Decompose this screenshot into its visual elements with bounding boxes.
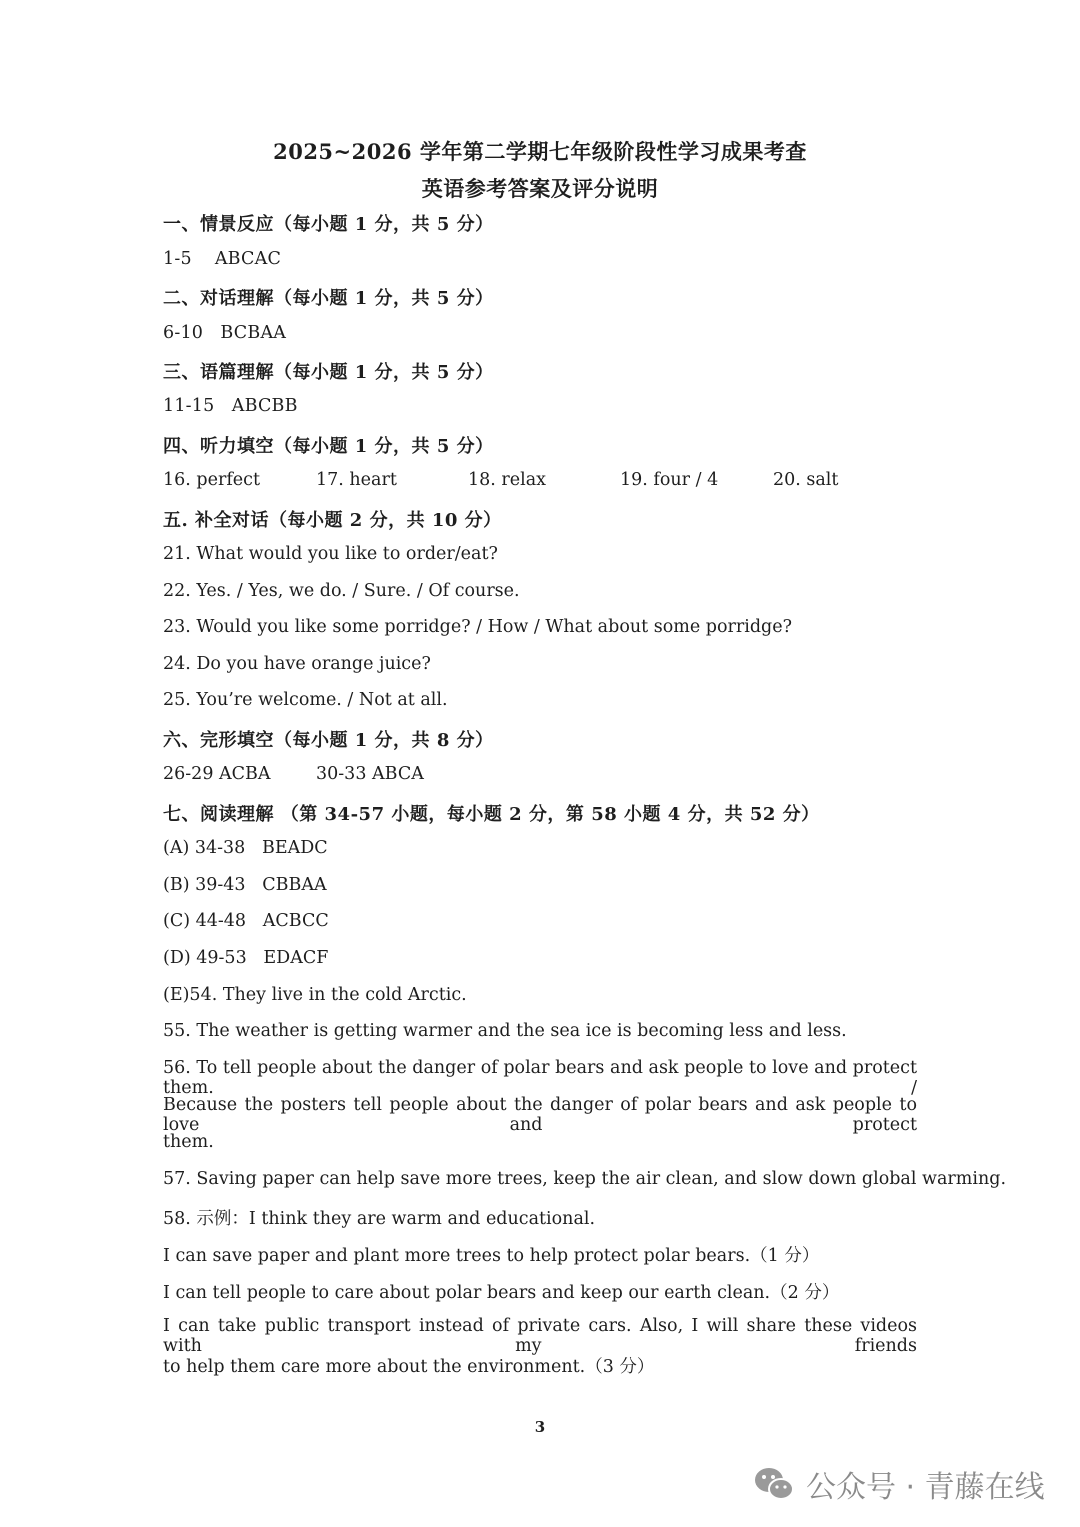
answer-58-level-2: I can tell people to care about polar bears and keep our earth clean.（2 分） [163,1283,840,1303]
answer-22: 22. Yes. / Yes, we do. / Sure. / Of course. [163,581,520,601]
listening-answer-17: 17. heart [316,470,397,490]
answer-56-line-3: them. [163,1132,214,1152]
reading-answers-d: (D) 49-53 EDACF [163,948,329,968]
page-number: 3 [534,1418,546,1436]
section-answers-1: 1-5 ABCAC [163,249,282,269]
section-heading-2: 二、对话理解（每小题 1 分，共 5 分） [163,288,494,309]
cloze-answers-30-33: 30-33 ABCA [316,764,424,784]
section-answers-3: 11-15 ABCBB [163,396,298,416]
answer-58-level-3-line-2: to help them care more about the environment.（3 分） [163,1357,655,1377]
listening-answer-16: 16. perfect [163,470,260,490]
section-heading-3: 三、语篇理解（每小题 1 分，共 5 分） [163,362,494,383]
reading-answers-a: (A) 34-38 BEADC [163,838,328,858]
answer-57: 57. Saving paper can help save more trees, keep the air clean, and slow down global warming. [163,1169,1007,1189]
listening-answers-row [163,470,923,494]
answer-56-line-2: Because the posters tell people about the danger of polar bears and ask people to love and protect [163,1095,917,1135]
reading-answers-b: (B) 39-43 CBBAA [163,875,327,895]
reading-answers-c: (C) 44-48 ACBCC [163,911,329,931]
answer-58-level-3-line-1: I can take public transport instead of private cars. Also, I will share these videos with my friends [163,1316,917,1356]
answer-21: 21. What would you like to order/eat? [163,544,498,564]
page-title: 2025~2026 学年第二学期七年级阶段性学习成果考查 [273,139,807,164]
section-heading-7: 七、阅读理解 （第 34-57 小题，每小题 2 分，第 58 小题 4 分，共 52 分） [163,804,820,825]
page-subtitle: 英语参考答案及评分说明 [421,176,659,201]
answer-55: 55. The weather is getting warmer and the sea ice is becoming less and less. [163,1021,847,1041]
watermark [752,1462,1045,1506]
answer-23: 23. Would you like some porridge? / How / What about some porridge? [163,617,792,637]
section-heading-4: 四、听力填空（每小题 1 分，共 5 分） [163,436,494,457]
answer-25: 25. You’re welcome. / Not at all. [163,690,448,710]
listening-answer-18: 18. relax [468,470,547,490]
section-heading-6: 六、完形填空（每小题 1 分，共 8 分） [163,730,494,751]
section-answers-2: 6-10 BCBAA [163,323,287,343]
answer-56-line-1: 56. To tell people about the danger of polar bears and ask people to love and protect them. / [163,1058,917,1098]
wechat-icon [752,1464,796,1504]
answer-54: (E)54. They live in the cold Arctic. [163,985,467,1005]
section-heading-5: 五. 补全对话（每小题 2 分，共 10 分） [163,510,502,531]
answer-58-level-1: I can save paper and plant more trees to help protect polar bears.（1 分） [163,1246,820,1266]
cloze-answers-row [163,764,563,788]
answer-58: 58. 示例：I think they are warm and educational. [163,1209,596,1229]
section-heading-1: 一、情景反应（每小题 1 分，共 5 分） [163,214,494,235]
watermark-text: 公众号 · 青藤在线 [806,1470,1045,1505]
answer-24: 24. Do you have orange juice? [163,654,431,674]
cloze-answers-26-29: 26-29 ACBA [163,764,271,784]
listening-answer-19: 19. four / 4 [620,470,719,490]
listening-answer-20: 20. salt [773,470,839,490]
